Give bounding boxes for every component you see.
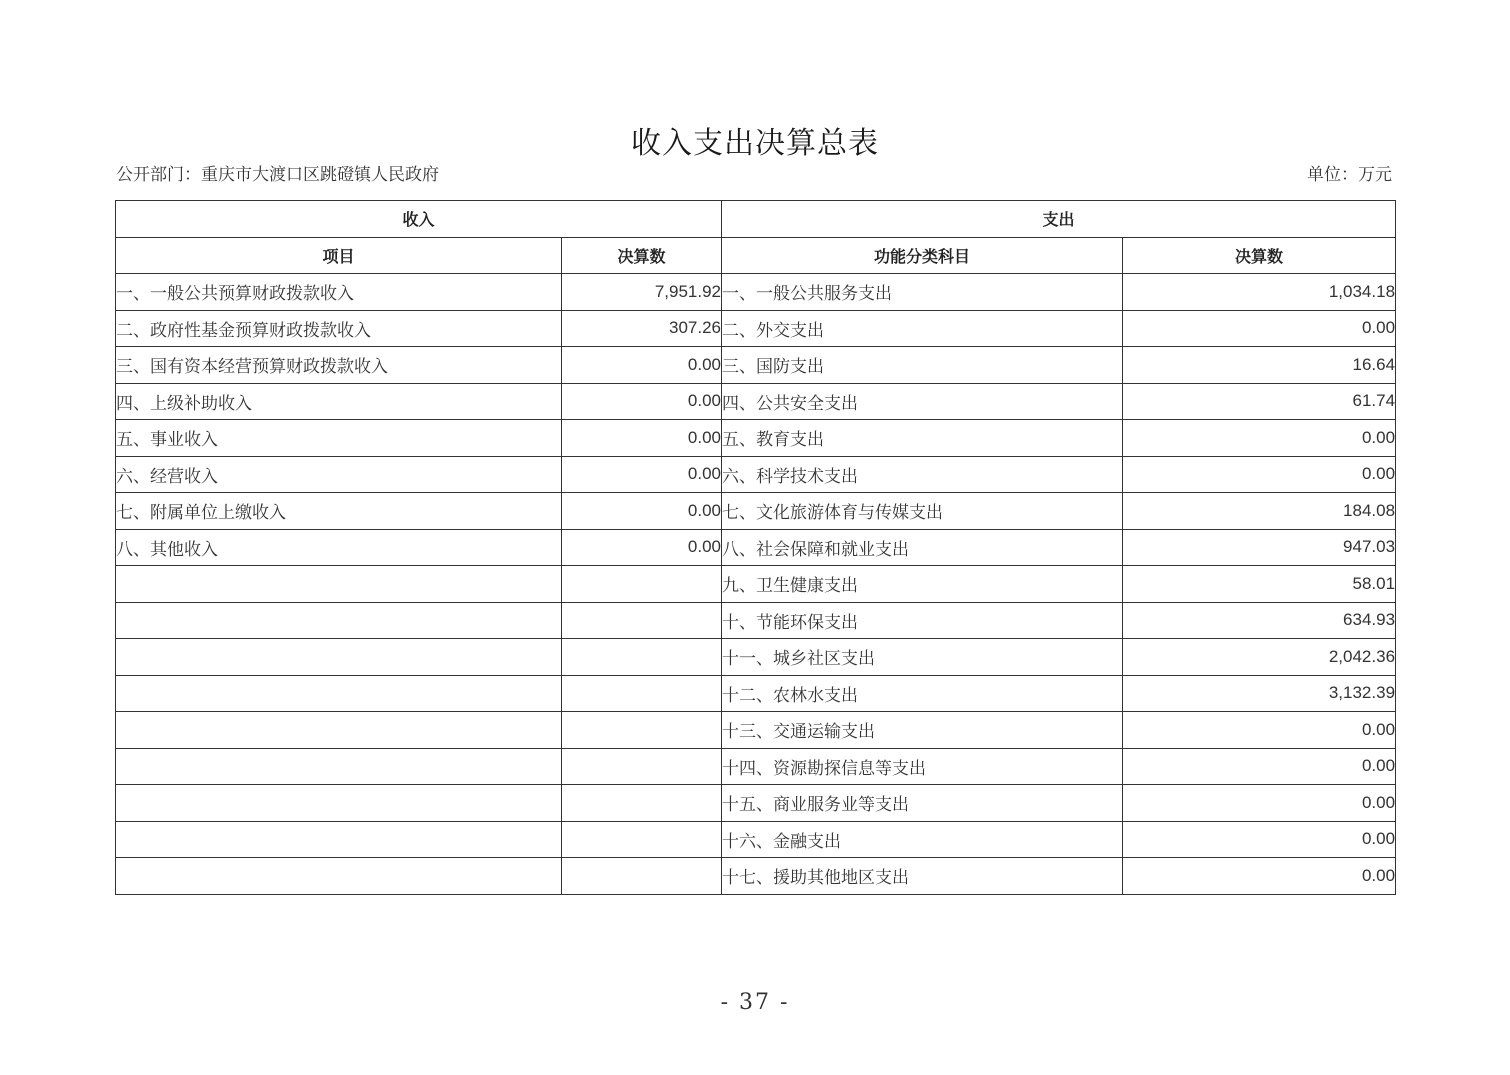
income-amount-cell	[562, 712, 722, 749]
table-row	[116, 383, 1396, 420]
income-item-cell	[116, 858, 562, 895]
income-amount-cell: 7,951.92	[562, 274, 722, 311]
income-amount-cell	[562, 748, 722, 785]
expense-amount-cell: 0.00	[1123, 858, 1396, 895]
expense-amount-cell: 0.00	[1123, 420, 1396, 457]
income-amount-cell	[562, 785, 722, 822]
expense-section-header: 支出	[722, 201, 1396, 238]
income-amount-cell	[562, 675, 722, 712]
budget-table	[115, 200, 1396, 895]
expense-item-cell: 三、国防支出	[722, 347, 1123, 384]
expense-amount-cell: 61.74	[1123, 383, 1396, 420]
expense-item-column-header: 功能分类科目	[722, 237, 1123, 274]
expense-item-cell: 六、科学技术支出	[722, 456, 1123, 493]
table-row	[116, 456, 1396, 493]
table-row	[116, 639, 1396, 676]
table-row	[116, 712, 1396, 749]
income-amount-cell	[562, 639, 722, 676]
income-amount-cell	[562, 858, 722, 895]
income-amount-cell	[562, 566, 722, 603]
expense-amount-cell: 1,034.18	[1123, 274, 1396, 311]
table-row	[116, 310, 1396, 347]
income-item-cell	[116, 785, 562, 822]
expense-item-cell: 七、文化旅游体育与传媒支出	[722, 493, 1123, 530]
income-item-cell	[116, 639, 562, 676]
expense-amount-cell: 0.00	[1123, 456, 1396, 493]
income-item-cell: 七、附属单位上缴收入	[116, 493, 562, 530]
income-amount-column-header: 决算数	[562, 237, 722, 274]
expense-item-cell: 十、节能环保支出	[722, 602, 1123, 639]
income-amount-cell: 0.00	[562, 529, 722, 566]
expense-item-cell: 十二、农林水支出	[722, 675, 1123, 712]
expense-item-cell: 一、一般公共服务支出	[722, 274, 1123, 311]
expense-item-cell: 十七、援助其他地区支出	[722, 858, 1123, 895]
income-item-cell	[116, 675, 562, 712]
income-item-cell	[116, 712, 562, 749]
table-row	[116, 602, 1396, 639]
expense-item-cell: 十一、城乡社区支出	[722, 639, 1123, 676]
expense-amount-cell: 0.00	[1123, 821, 1396, 858]
income-item-cell: 三、国有资本经营预算财政拨款收入	[116, 347, 562, 384]
table-row	[116, 785, 1396, 822]
expense-item-cell: 八、社会保障和就业支出	[722, 529, 1123, 566]
income-amount-cell: 0.00	[562, 493, 722, 530]
income-item-cell	[116, 602, 562, 639]
expense-amount-cell: 0.00	[1123, 785, 1396, 822]
page-number: - 37 -	[720, 990, 790, 1015]
page-title: 收入支出决算总表	[631, 126, 879, 161]
expense-item-cell: 二、外交支出	[722, 310, 1123, 347]
income-amount-cell	[562, 602, 722, 639]
income-amount-cell: 0.00	[562, 347, 722, 384]
income-item-cell	[116, 821, 562, 858]
expense-amount-cell: 16.64	[1123, 347, 1396, 384]
table-row	[116, 858, 1396, 895]
table-row	[116, 566, 1396, 603]
expense-amount-cell: 58.01	[1123, 566, 1396, 603]
expense-amount-cell: 634.93	[1123, 602, 1396, 639]
expense-amount-cell: 0.00	[1123, 748, 1396, 785]
department-label: 公开部门：重庆市大渡口区跳磴镇人民政府	[116, 165, 439, 185]
income-item-cell: 四、上级补助收入	[116, 383, 562, 420]
income-item-cell: 二、政府性基金预算财政拨款收入	[116, 310, 562, 347]
expense-amount-cell: 2,042.36	[1123, 639, 1396, 676]
expense-amount-cell: 3,132.39	[1123, 675, 1396, 712]
expense-item-cell: 十六、金融支出	[722, 821, 1123, 858]
income-amount-cell: 0.00	[562, 456, 722, 493]
income-item-column-header: 项目	[116, 237, 562, 274]
income-amount-cell: 0.00	[562, 420, 722, 457]
income-item-cell: 八、其他收入	[116, 529, 562, 566]
expense-amount-cell: 184.08	[1123, 493, 1396, 530]
column-header-row	[116, 237, 1396, 274]
table-row	[116, 493, 1396, 530]
expense-amount-cell: 0.00	[1123, 712, 1396, 749]
table-row	[116, 420, 1396, 457]
expense-amount-cell: 947.03	[1123, 529, 1396, 566]
expense-item-cell: 四、公共安全支出	[722, 383, 1123, 420]
income-amount-cell: 307.26	[562, 310, 722, 347]
expense-item-cell: 五、教育支出	[722, 420, 1123, 457]
income-item-cell: 六、经营收入	[116, 456, 562, 493]
table-row	[116, 748, 1396, 785]
income-amount-cell: 0.00	[562, 383, 722, 420]
income-amount-cell	[562, 821, 722, 858]
section-header-row	[116, 201, 1396, 238]
expense-item-cell: 十四、资源勘探信息等支出	[722, 748, 1123, 785]
unit-label: 单位：万元	[1307, 165, 1392, 185]
income-item-cell	[116, 748, 562, 785]
income-section-header: 收入	[116, 201, 722, 238]
income-item-cell: 五、事业收入	[116, 420, 562, 457]
expense-item-cell: 九、卫生健康支出	[722, 566, 1123, 603]
expense-amount-column-header: 决算数	[1123, 237, 1396, 274]
expense-item-cell: 十五、商业服务业等支出	[722, 785, 1123, 822]
expense-amount-cell: 0.00	[1123, 310, 1396, 347]
expense-item-cell: 十三、交通运输支出	[722, 712, 1123, 749]
income-item-cell	[116, 566, 562, 603]
table-row	[116, 347, 1396, 384]
table-row	[116, 675, 1396, 712]
income-item-cell: 一、一般公共预算财政拨款收入	[116, 274, 562, 311]
table-row	[116, 274, 1396, 311]
table-row	[116, 529, 1396, 566]
table-body	[116, 274, 1396, 895]
table-row	[116, 821, 1396, 858]
